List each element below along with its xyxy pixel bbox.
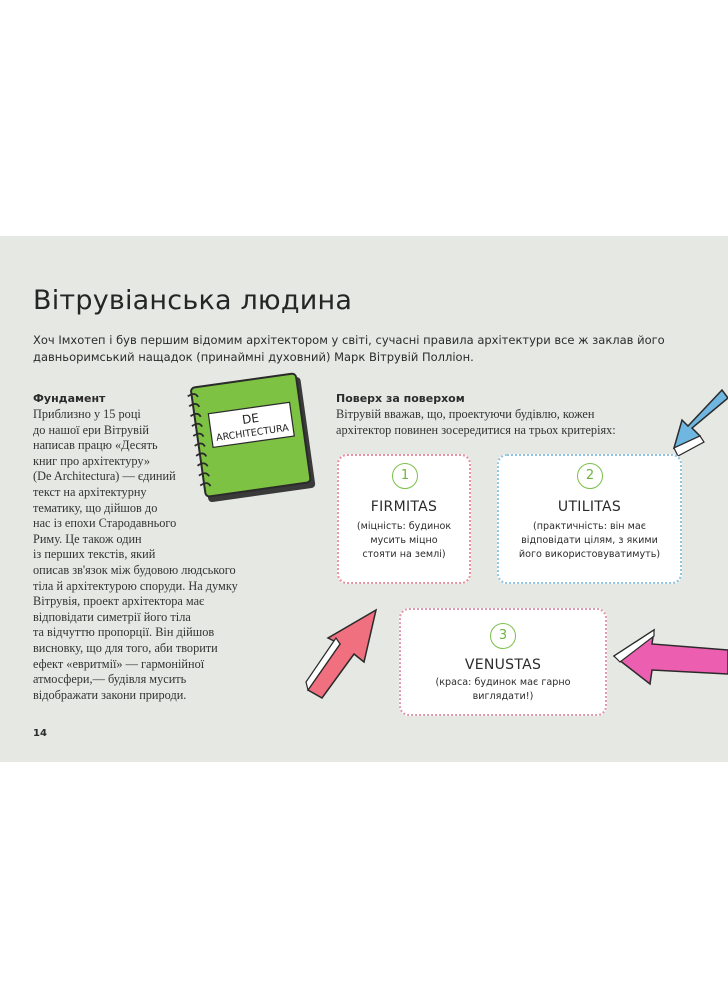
criterion-card-utilitas: [497, 454, 682, 584]
blue-arrow-icon: [670, 386, 728, 466]
magenta-arrow-icon: [612, 622, 728, 692]
coral-arrow-icon: [300, 598, 384, 698]
criterion-description: (практичність: він має відповідати цілям, з якими його використовуватимуть): [518, 521, 661, 560]
criterion-description: (краса: будинок має гарно виглядати!): [435, 677, 571, 702]
criterion-term: UTILITAS: [557, 499, 622, 515]
page-number: 14: [33, 728, 47, 739]
criterion-term: FIRMITAS: [370, 499, 438, 515]
floors-text: Вітрувій вважав, що, проектуючи будівлю, кожен архітектор повинен зосередитися на трьох критеріях:: [336, 407, 616, 437]
floors-heading: Поверх за поверхом: [336, 392, 465, 405]
criterion-term: VENUSTAS: [464, 657, 542, 673]
criterion-card-firmitas: [337, 454, 471, 584]
foundation-text: Приблизно у 15 році до нашої ери Вітрувій написав працю «Десять книг про архітектуру» (De Architectura) — єдиний текст на архітектурну тематику, що дійшов до нас із епохи Стародавнього Риму. Це також один із перших текстів, який описав зв'язок між будовою людського тіла й архітектурою споруди. На думку Вітрувія, проект архітектора має відповідати симетрії його тіла та відчуттю пропорції. Він дійшов висновку, що для того, аби творити ефект «евритмії» — гармонійної атмосфери,— будівля мусить відображати закони природи.: [33, 407, 238, 702]
book-page: [0, 236, 728, 762]
criterion-description: (міцність: будинок мусить міцно стояти на землі): [356, 521, 452, 560]
criterion-number: 1: [392, 463, 418, 489]
intro-paragraph: Хоч Імхотеп і був першим відомим архітектором у світі, сучасні правила архітектури все ж заклав його давньоримський нащадок (принаймні духовний) Марк Вітрувій Полліон.: [33, 333, 665, 364]
criterion-number: 2: [577, 463, 603, 489]
criterion-number: 3: [490, 623, 516, 649]
notebook-label-line1: DE: [241, 410, 260, 427]
notebook-label-line2: ARCHITECTURA: [215, 422, 290, 444]
page-title: Вітрувіанська людина: [33, 285, 353, 316]
notebook-illustration: [186, 372, 316, 502]
foundation-heading: Фундамент: [33, 392, 106, 405]
criterion-card-venustas: [399, 608, 607, 716]
